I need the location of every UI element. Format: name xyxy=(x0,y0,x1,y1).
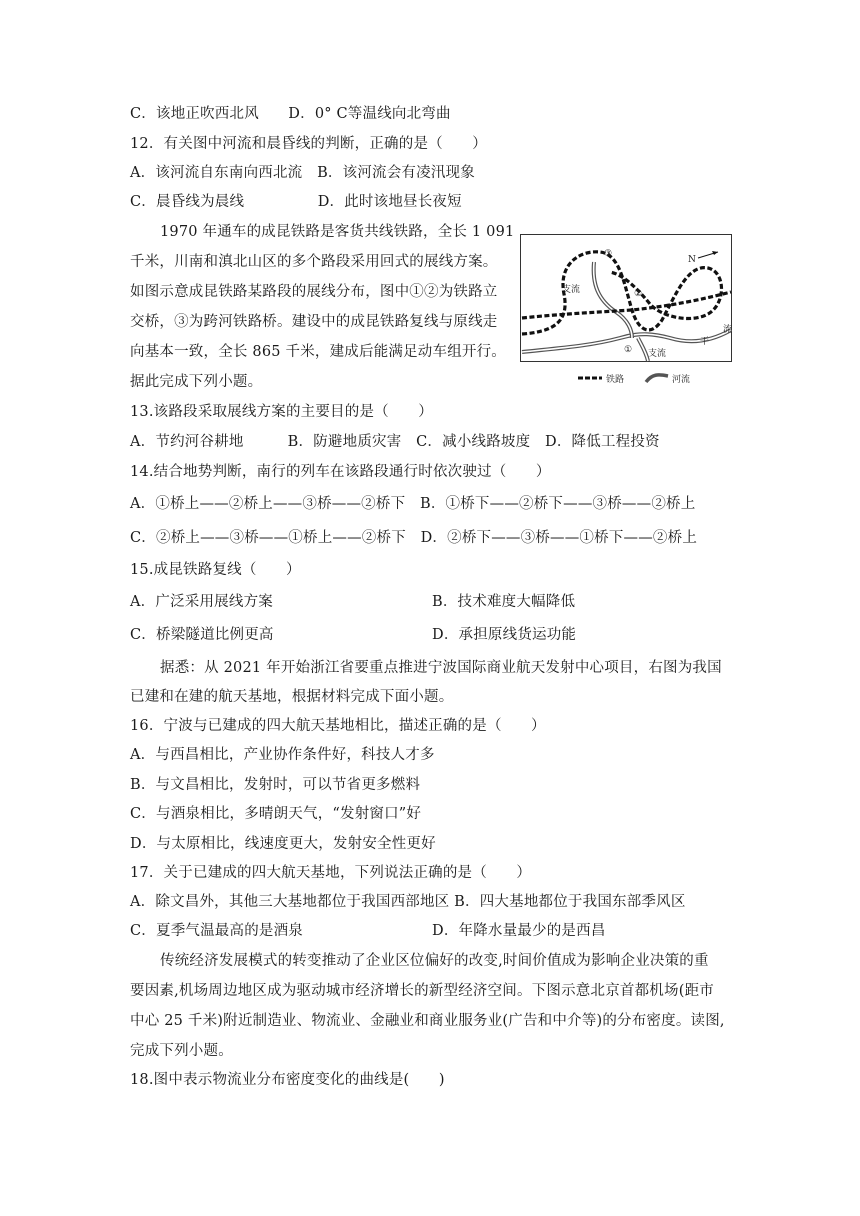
mark-1: ① xyxy=(624,345,633,355)
label-tributary-1: 支流 xyxy=(562,285,581,295)
q12-stem: 12．有关图中河流和晨昏线的判断，正确的是（ ） xyxy=(130,136,487,152)
q17-stem: 17．关于已建成的四大航天基地，下列说法正确的是（ ） xyxy=(130,865,532,881)
q17-options-ab: A．除文昌外，其他三大基地都位于我国西部地区 B．四大基地都位于我国东部季风区 xyxy=(130,894,686,910)
label-main-1: 流 xyxy=(722,325,732,335)
q18-stem: 18.图中表示物流业分布密度变化的曲线是( ) xyxy=(130,1072,445,1088)
q16-option-d: D．与太原相比，线速度更大，发射安全性更好 xyxy=(130,836,436,852)
railway-map-svg xyxy=(520,234,732,390)
q15-option-c: C．桥梁隧道比例更高 xyxy=(130,627,274,643)
railway-map-figure xyxy=(520,234,732,390)
q16-option-c: C．与酒泉相比，多晴朗天气，“发射窗口”好 xyxy=(130,806,422,822)
q17-option-c: C．夏季气温最高的是酒泉 xyxy=(130,923,303,939)
legend-river-icon xyxy=(646,375,668,382)
para2-line1: 据悉：从 2021 年开始浙江省要重点推进宁波国际商业航天发射中心项目，右图为我国 xyxy=(160,660,722,676)
q12-options-ab: A．该河流自东南向西北流 B．该河流会有凌汛现象 xyxy=(130,165,475,181)
q14-options-ab: A．①桥上——②桥上——③桥——②桥下 B．①桥下——②桥下——③桥——②桥上 xyxy=(130,496,696,512)
mark-3: ③ xyxy=(604,249,613,259)
q16-option-a: A．与西昌相比，产业协作条件好，科技人才多 xyxy=(130,747,435,763)
q11-options-cd: C．该地正吹西北风 D．0° C等温线向北弯曲 xyxy=(130,106,451,122)
label-tributary-2: 支流 xyxy=(648,349,667,359)
map-legend xyxy=(578,373,690,385)
legend-river-label: 河流 xyxy=(672,375,691,385)
para1-line4: 交桥，③为跨河铁路桥。建设中的成昆铁路复线与原线走 xyxy=(130,314,498,330)
q14-options-cd: C．②桥上——③桥——①桥上——②桥下 D．②桥下——③桥——①桥下——②桥上 xyxy=(130,530,698,546)
para3-line1: 传统经济发展模式的转变推动了企业区位偏好的改变,时间价值成为影响企业决策的重 xyxy=(160,953,709,969)
q13-stem: 13.该路段采取展线方案的主要目的是（ ） xyxy=(130,404,433,420)
q12-options-cd: C．晨昏线为晨线 D．此时该地昼长夜短 xyxy=(130,194,462,210)
para1-line3: 如图示意成昆铁路某路段的展线分布，图中①②为铁路立 xyxy=(130,284,498,300)
label-main-2: 干 xyxy=(700,337,710,347)
q16-option-b: B．与文昌相比，发射时，可以节省更多燃料 xyxy=(130,777,421,793)
para1-line6: 据此完成下列小题。 xyxy=(130,374,263,390)
para3-line3: 中心 25 千米)附近制造业、物流业、金融业和商业服务业(广告和中介等)的分布密度。读图, xyxy=(130,1013,725,1029)
svg-text:N: N xyxy=(688,255,696,265)
q16-stem: 16．宁波与已建成的四大航天基地相比，描述正确的是（ ） xyxy=(130,718,546,734)
para1-line2: 千米，川南和滇北山区的多个路段采用回式的展线方案。 xyxy=(130,254,498,270)
q15-stem: 15.成昆铁路复线（ ） xyxy=(130,562,301,578)
para1-line5: 向基本一致，全长 865 千米，建成后能满足动车组开行。 xyxy=(130,344,506,360)
legend-rail-label: 铁路 xyxy=(606,375,625,385)
para3-line2: 要因素,机场周边地区成为驱动城市经济增长的新型经济空间。下图示意北京首都机场(距市 xyxy=(130,983,714,999)
q17-option-d: D．年降水量最少的是西昌 xyxy=(432,923,606,939)
q13-options: A．节约河谷耕地 B．防避地质灾害 C．减小线路坡度 D．降低工程投资 xyxy=(130,434,660,450)
q15-option-a: A．广泛采用展线方案 xyxy=(130,594,273,610)
q14-stem: 14.结合地势判断，南行的列车在该路段通行时依次驶过（ ） xyxy=(130,464,551,480)
para1-line1: 1970 年通车的成昆铁路是客货共线铁路，全长 1 091 xyxy=(160,224,515,240)
para3-line4: 完成下列小题。 xyxy=(130,1043,233,1059)
q15-option-d: D．承担原线货运功能 xyxy=(432,627,577,643)
q15-option-b: B．技术难度大幅降低 xyxy=(432,594,576,610)
para2-line2: 已建和在建的航天基地，根据材料完成下面小题。 xyxy=(130,689,454,705)
mark-2: ② xyxy=(634,289,643,299)
